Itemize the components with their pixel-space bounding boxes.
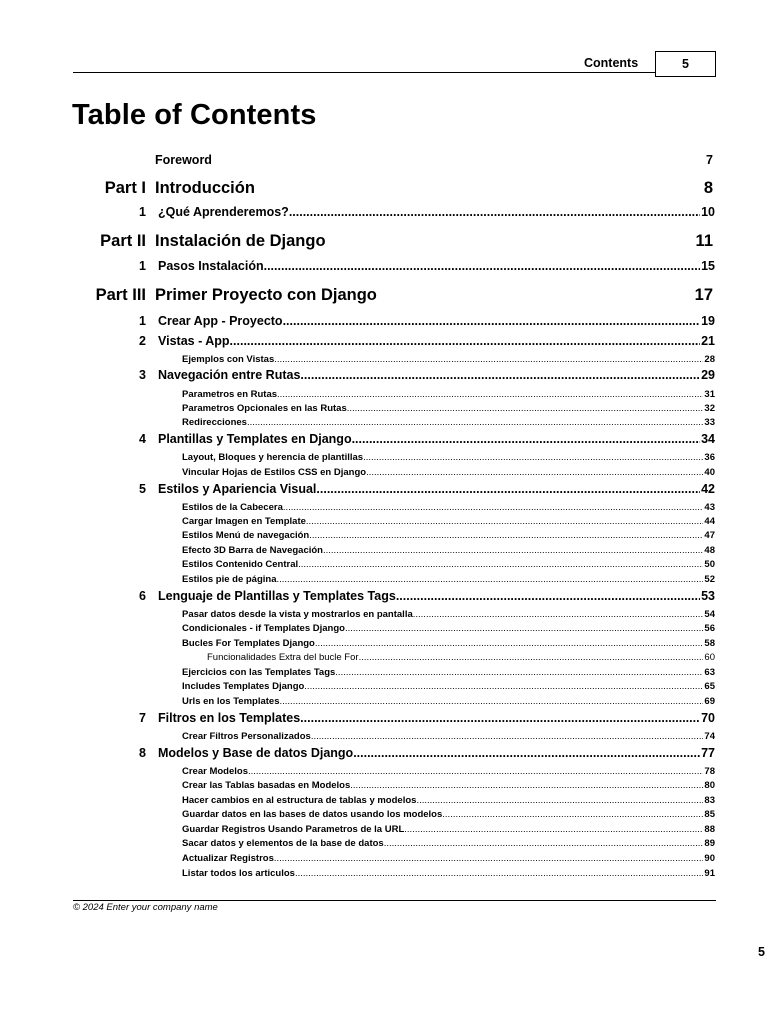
toc-entry-number: 1 — [139, 205, 146, 219]
toc-leader-dots — [396, 589, 700, 603]
footer-rule — [73, 900, 716, 901]
toc-subentry-title: Condicionales - if Templates Django — [182, 623, 345, 634]
toc-leader-dots — [289, 205, 700, 219]
toc-subentry-page: 52 — [704, 574, 715, 585]
toc-entry-page: 15 — [701, 259, 715, 273]
toc-subentry-title: Estilos pie de página — [182, 574, 277, 585]
toc-subentry-page: 85 — [704, 809, 715, 820]
toc-subentry-page: 32 — [704, 403, 715, 414]
toc-entry-number: 6 — [139, 589, 146, 603]
toc-subentry-page: 88 — [704, 824, 715, 835]
toc-subentry-title: Includes Templates Django — [182, 681, 305, 692]
toc-entry-title: Vistas - App — [158, 334, 230, 348]
toc-entry-number: 4 — [139, 432, 146, 446]
toc-subentry-page: 65 — [704, 681, 715, 692]
toc-entry-page: 7 — [706, 153, 713, 167]
toc-leader-dots — [323, 545, 703, 556]
toc-leader-dots — [442, 809, 703, 820]
toc-entry-number: 3 — [139, 368, 146, 382]
toc-leader-dots — [277, 574, 704, 585]
toc-leader-dots — [416, 795, 703, 806]
toc-entry-title: Plantillas y Templates en Django — [158, 432, 352, 446]
toc-entry-page: 10 — [701, 205, 715, 219]
toc-subentry-title: Guardar Registros Usando Parametros de la URL — [182, 824, 405, 835]
toc-leader-dots — [280, 696, 704, 707]
toc-entry-title: Navegación entre Rutas — [158, 368, 301, 382]
toc-subentry-page: 50 — [704, 559, 715, 570]
toc-subentry-title: Parametros en Rutas — [182, 389, 278, 400]
toc-leader-dots — [352, 432, 701, 446]
toc-part-page: 8 — [703, 179, 713, 197]
toc-leader-dots — [264, 259, 700, 273]
toc-entry-number: 1 — [139, 259, 146, 273]
toc-subentry-page: 40 — [704, 467, 715, 478]
toc-leader-dots — [311, 731, 704, 742]
toc-subentry-page: 63 — [704, 667, 715, 678]
toc-entry-title: Pasos Instalación — [158, 259, 264, 273]
toc-subentry-page: 31 — [704, 389, 715, 400]
toc-subentry-page: 58 — [704, 638, 715, 649]
toc-subentry-title: Efecto 3D Barra de Navegación — [182, 545, 323, 556]
toc-subentry-title: Bucles For Templates Django — [182, 638, 315, 649]
toc-subentry-title: Crear las Tablas basadas en Modelos — [182, 780, 351, 791]
toc-subentry-title: Guardar datos en las bases de datos usando los modelos — [182, 809, 443, 820]
toc-entry-title: Foreword — [155, 153, 212, 167]
toc-leader-dots — [295, 868, 703, 879]
toc-leader-dots — [247, 417, 703, 428]
toc-subsubentry-page: 60 — [704, 652, 715, 663]
toc-subentry-title: Sacar datos y elementos de la base de datos — [182, 838, 384, 849]
header-page-box: 5 — [655, 51, 716, 77]
toc-part-label: Part II — [100, 232, 146, 250]
toc-subentry-title: Redirecciones — [182, 417, 247, 428]
toc-subentry-title: Estilos Menú de navegación — [182, 530, 310, 541]
toc-leader-dots — [248, 766, 703, 777]
toc-leader-dots — [413, 609, 704, 620]
toc-leader-dots — [300, 711, 700, 725]
toc-entry-title: Lenguaje de Plantillas y Templates Tags — [158, 589, 396, 603]
toc-subentry-page: 33 — [704, 417, 715, 428]
toc-subentry-title: Hacer cambios en al estructura de tablas y modelos — [182, 795, 417, 806]
toc-leader-dots — [283, 314, 701, 328]
toc-subentry-title: Cargar Imagen en Template — [182, 516, 306, 527]
toc-subsubentry-title: Funcionalidades Extra del bucle For — [207, 652, 359, 663]
toc-leader-dots — [309, 530, 703, 541]
toc-subentry-title: Estilos de la Cabecera — [182, 502, 283, 513]
toc-subentry-page: 47 — [704, 530, 715, 541]
toc-subentry-title: Crear Filtros Personalizados — [182, 731, 311, 742]
toc-leader-dots — [363, 452, 703, 463]
toc-subentry-title: Actualizar Registros — [182, 853, 274, 864]
toc-leader-dots — [315, 638, 704, 649]
toc-leader-dots — [404, 824, 703, 835]
toc-entry-number: 5 — [139, 482, 146, 496]
toc-part-label: Part I — [104, 179, 146, 197]
toc-subentry-page: 44 — [704, 516, 715, 527]
toc-subentry-title: Pasar datos desde la vista y mostrarlos en pantalla — [182, 609, 413, 620]
toc-leader-dots — [335, 667, 703, 678]
toc-leader-dots — [316, 482, 700, 496]
toc-subentry-page: 54 — [704, 609, 715, 620]
toc-subentry-page: 80 — [704, 780, 715, 791]
toc-entry-title: Crear App - Proyecto — [158, 314, 283, 328]
toc-leader-dots — [274, 354, 703, 365]
toc-entry-page: 29 — [701, 368, 715, 382]
toc-entry-number: 8 — [139, 746, 146, 760]
toc-subentry-page: 43 — [704, 502, 715, 513]
toc-entry-page: 70 — [701, 711, 715, 725]
header-section-label: Contents — [584, 56, 639, 70]
header-rule — [73, 72, 655, 73]
toc-subentry-title: Urls en los Templates — [182, 696, 280, 707]
page-number: 5 — [758, 945, 765, 959]
toc-subentry-title: Parametros Opcionales en las Rutas — [182, 403, 347, 414]
toc-entry-number: 1 — [139, 314, 146, 328]
toc-subentry-page: 56 — [704, 623, 715, 634]
toc-subentry-title: Layout, Bloques y herencia de plantillas — [182, 452, 364, 463]
toc-subentry-page: 74 — [704, 731, 715, 742]
toc-entry-title: ¿Qué Aprenderemos? — [158, 205, 289, 219]
toc-part-page: 17 — [694, 286, 713, 304]
toc-subentry-title: Listar todos los articulos — [182, 868, 295, 879]
toc-leader-dots — [283, 502, 704, 513]
toc-subentry-page: 48 — [704, 545, 715, 556]
toc-part-title: Primer Proyecto con Django — [155, 286, 377, 304]
toc-leader-dots — [277, 389, 703, 400]
footer-copyright: © 2024 Enter your company name — [73, 902, 218, 913]
toc-part-label: Part III — [95, 286, 146, 304]
toc-subentry-page: 28 — [704, 354, 715, 365]
toc-subentry-title: Vincular Hojas de Estilos CSS en Django — [182, 467, 367, 478]
toc-part-page: 11 — [695, 232, 713, 250]
toc-entry-title: Estilos y Apariencia Visual — [158, 482, 317, 496]
toc-subentry-page: 78 — [704, 766, 715, 777]
toc-subentry-page: 83 — [704, 795, 715, 806]
toc-entry-page: 42 — [701, 482, 715, 496]
toc-subentry-page: 69 — [704, 696, 715, 707]
toc-leader-dots — [300, 368, 700, 382]
toc-leader-dots — [274, 853, 704, 864]
toc-entry-page: 34 — [701, 432, 715, 446]
toc-entry-title: Filtros en los Templates — [158, 711, 301, 725]
toc-subentry-page: 91 — [704, 868, 715, 879]
toc-subentry-title: Ejemplos con Vistas — [182, 354, 275, 365]
toc-leader-dots — [350, 780, 703, 791]
toc-leader-dots — [353, 746, 700, 760]
toc-leader-dots — [304, 681, 703, 692]
toc-leader-dots — [298, 559, 703, 570]
toc-leader-dots — [359, 652, 704, 663]
toc-subentry-page: 36 — [704, 452, 715, 463]
toc-entry-page: 53 — [701, 589, 715, 603]
toc-part-title: Instalación de Django — [155, 232, 326, 250]
toc-entry-title: Modelos y Base de datos Django — [158, 746, 354, 760]
toc-leader-dots — [345, 623, 703, 634]
toc-entry-page: 21 — [701, 334, 715, 348]
toc-subentry-title: Estilos Contenido Central — [182, 559, 299, 570]
toc-leader-dots — [366, 467, 703, 478]
toc-leader-dots — [306, 516, 704, 527]
toc-part-title: Introducción — [155, 179, 255, 197]
toc-entry-number: 7 — [139, 711, 146, 725]
toc-title: Table of Contents — [72, 99, 317, 131]
toc-subentry-page: 89 — [704, 838, 715, 849]
toc-entry-number: 2 — [139, 334, 146, 348]
toc-subentry-page: 90 — [704, 853, 715, 864]
toc-entry-page: 77 — [701, 746, 715, 760]
toc-subentry-title: Crear Modelos — [182, 766, 248, 777]
toc-leader-dots — [230, 334, 701, 348]
toc-entry-page: 19 — [701, 314, 715, 328]
toc-subentry-title: Ejercicios con las Templates Tags — [182, 667, 336, 678]
toc-leader-dots — [347, 403, 704, 414]
toc-leader-dots — [384, 838, 704, 849]
